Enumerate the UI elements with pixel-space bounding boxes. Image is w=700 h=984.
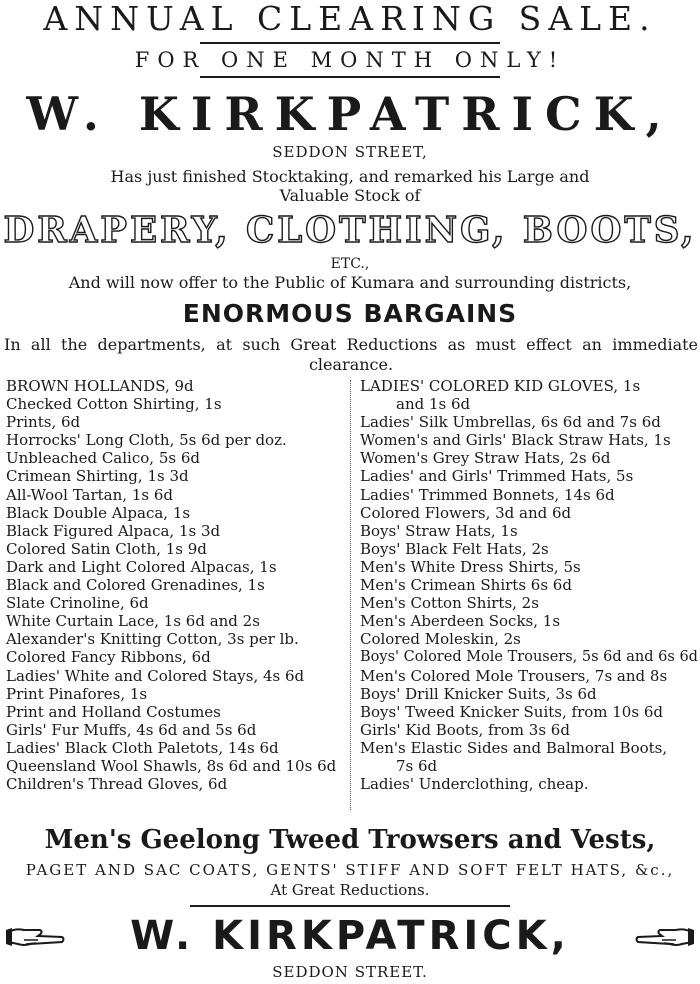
list-item: Horrocks' Long Cloth, 5s 6d per doz.: [6, 431, 287, 450]
intro-line-1: Has just finished Stocktaking, and remarked his Large and: [110, 167, 590, 186]
list-item: Men's Crimean Shirts 6s 6d: [360, 576, 572, 595]
list-item: Ladies' Black Cloth Paletots, 14s 6d: [6, 738, 279, 757]
list-item: Boys' Tweed Knicker Suits, from 10s 6d: [360, 702, 663, 721]
merchant-name: W. KIRKPATRICK,: [26, 87, 674, 141]
list-item: Slate Crinoline, 6d: [6, 594, 149, 613]
list-item: Alexander's Knitting Cotton, 3s per lb.: [6, 630, 299, 649]
list-item: Black Figured Alpaca, 1s 3d: [6, 521, 221, 540]
list-item: Men's Cotton Shirts, 2s: [360, 594, 539, 613]
list-item: Queensland Wool Shawls, 8s 6d and 10s 6d: [6, 756, 337, 775]
list-item: Children's Thread Gloves, 6d: [6, 775, 228, 794]
list-item: Crimean Shirting, 1s 3d: [6, 467, 189, 486]
list-item: Prints, 6d: [6, 413, 81, 432]
list-item: Ladies' Underclothing, cheap.: [360, 775, 589, 794]
list-item: Dark and Light Colored Alpacas, 1s: [6, 557, 277, 576]
intro-line-2: Valuable Stock of: [279, 186, 421, 205]
departments-text: In all the departments, at such Great Reductions as must effect an immediate clearance.: [4, 335, 698, 374]
list-item: Women's and Girls' Black Straw Hats, 1s: [360, 431, 671, 450]
street-address: SEDDON STREET,: [272, 143, 428, 161]
list-item: Ladies' Trimmed Bonnets, 14s 6d: [360, 485, 615, 504]
left-price-list: [6, 377, 346, 793]
tweeds-heading: Men's Geelong Tweed Trowsers and Vests,: [44, 825, 656, 855]
list-item: LADIES' COLORED KID GLOVES, 1s: [360, 377, 641, 395]
list-item: Girls' Kid Boots, from 3s 6d: [360, 720, 570, 739]
footer-street: SEDDON STREET.: [272, 963, 428, 981]
list-item: All-Wool Tartan, 1s 6d: [6, 485, 173, 504]
list-item: Girls' Fur Muffs, 4s 6d and 5s 6d: [6, 720, 257, 739]
offer-line: And will now offer to the Public of Kumara and surrounding districts,: [68, 273, 632, 292]
list-item: Print and Holland Costumes: [6, 702, 221, 721]
divider: [200, 76, 500, 78]
list-item: 7s 6d: [396, 756, 438, 775]
list-item: Men's Aberdeen Socks, 1s: [360, 612, 561, 631]
list-item: Checked Cotton Shirting, 1s: [6, 395, 222, 414]
bargains-heading: ENORMOUS BARGAINS: [182, 299, 518, 328]
sale-subtitle: FOR ONE MONTH ONLY!: [134, 48, 566, 72]
list-item: and 1s 6d: [396, 395, 471, 414]
list-item: Ladies' White and Colored Stays, 4s 6d: [6, 666, 305, 685]
list-item: White Curtain Lace, 1s 6d and 2s: [6, 612, 260, 631]
list-item: Women's Grey Straw Hats, 2s 6d: [360, 449, 611, 468]
coats-line: PAGET AND SAC COATS, GENTS' STIFF AND SOFT FELT HATS, &c.,: [25, 861, 675, 879]
goods-heading: DRAPERY, CLOTHING, BOOTS,: [3, 210, 697, 251]
list-item: Boys' Black Felt Hats, 2s: [360, 539, 549, 558]
list-item: Colored Satin Cloth, 1s 9d: [6, 539, 207, 558]
reductions-line: At Great Reductions.: [270, 881, 430, 899]
footer-merchant-name: W. KIRKPATRICK,: [130, 913, 570, 959]
list-item: Print Pinafores, 1s: [6, 684, 148, 703]
list-item: Ladies' and Girls' Trimmed Hats, 5s: [360, 467, 634, 486]
list-item: BROWN HOLLANDS, 9d: [6, 377, 194, 395]
list-item: Boys' Colored Mole Trousers, 5s 6d and 6s 6d: [360, 649, 698, 666]
list-item: Black and Colored Grenadines, 1s: [6, 576, 265, 595]
list-item: Ladies' Silk Umbrellas, 6s 6d and 7s 6d: [360, 413, 661, 432]
list-item: Men's Elastic Sides and Balmoral Boots,: [360, 738, 668, 757]
list-item: Men's White Dress Shirts, 5s: [360, 557, 581, 576]
list-item: Colored Moleskin, 2s: [360, 630, 521, 649]
list-item: Colored Flowers, 3d and 6d: [360, 503, 572, 522]
list-item: Black Double Alpaca, 1s: [6, 503, 191, 522]
list-item: Men's Colored Mole Trousers, 7s and 8s: [360, 666, 668, 685]
divider: [200, 42, 500, 44]
list-item: Colored Fancy Ribbons, 6d: [6, 648, 211, 667]
divider: [190, 905, 510, 907]
pointing-hand-left-icon: [634, 922, 696, 952]
list-item: Boys' Straw Hats, 1s: [360, 521, 518, 540]
list-item: Unbleached Calico, 5s 6d: [6, 449, 200, 468]
etc-label: ETC.,: [330, 256, 370, 272]
right-price-list: [360, 377, 698, 793]
sale-title: ANNUAL CLEARING SALE.: [43, 0, 657, 38]
column-separator: [350, 380, 351, 810]
list-item: Boys' Drill Knicker Suits, 3s 6d: [360, 684, 597, 703]
